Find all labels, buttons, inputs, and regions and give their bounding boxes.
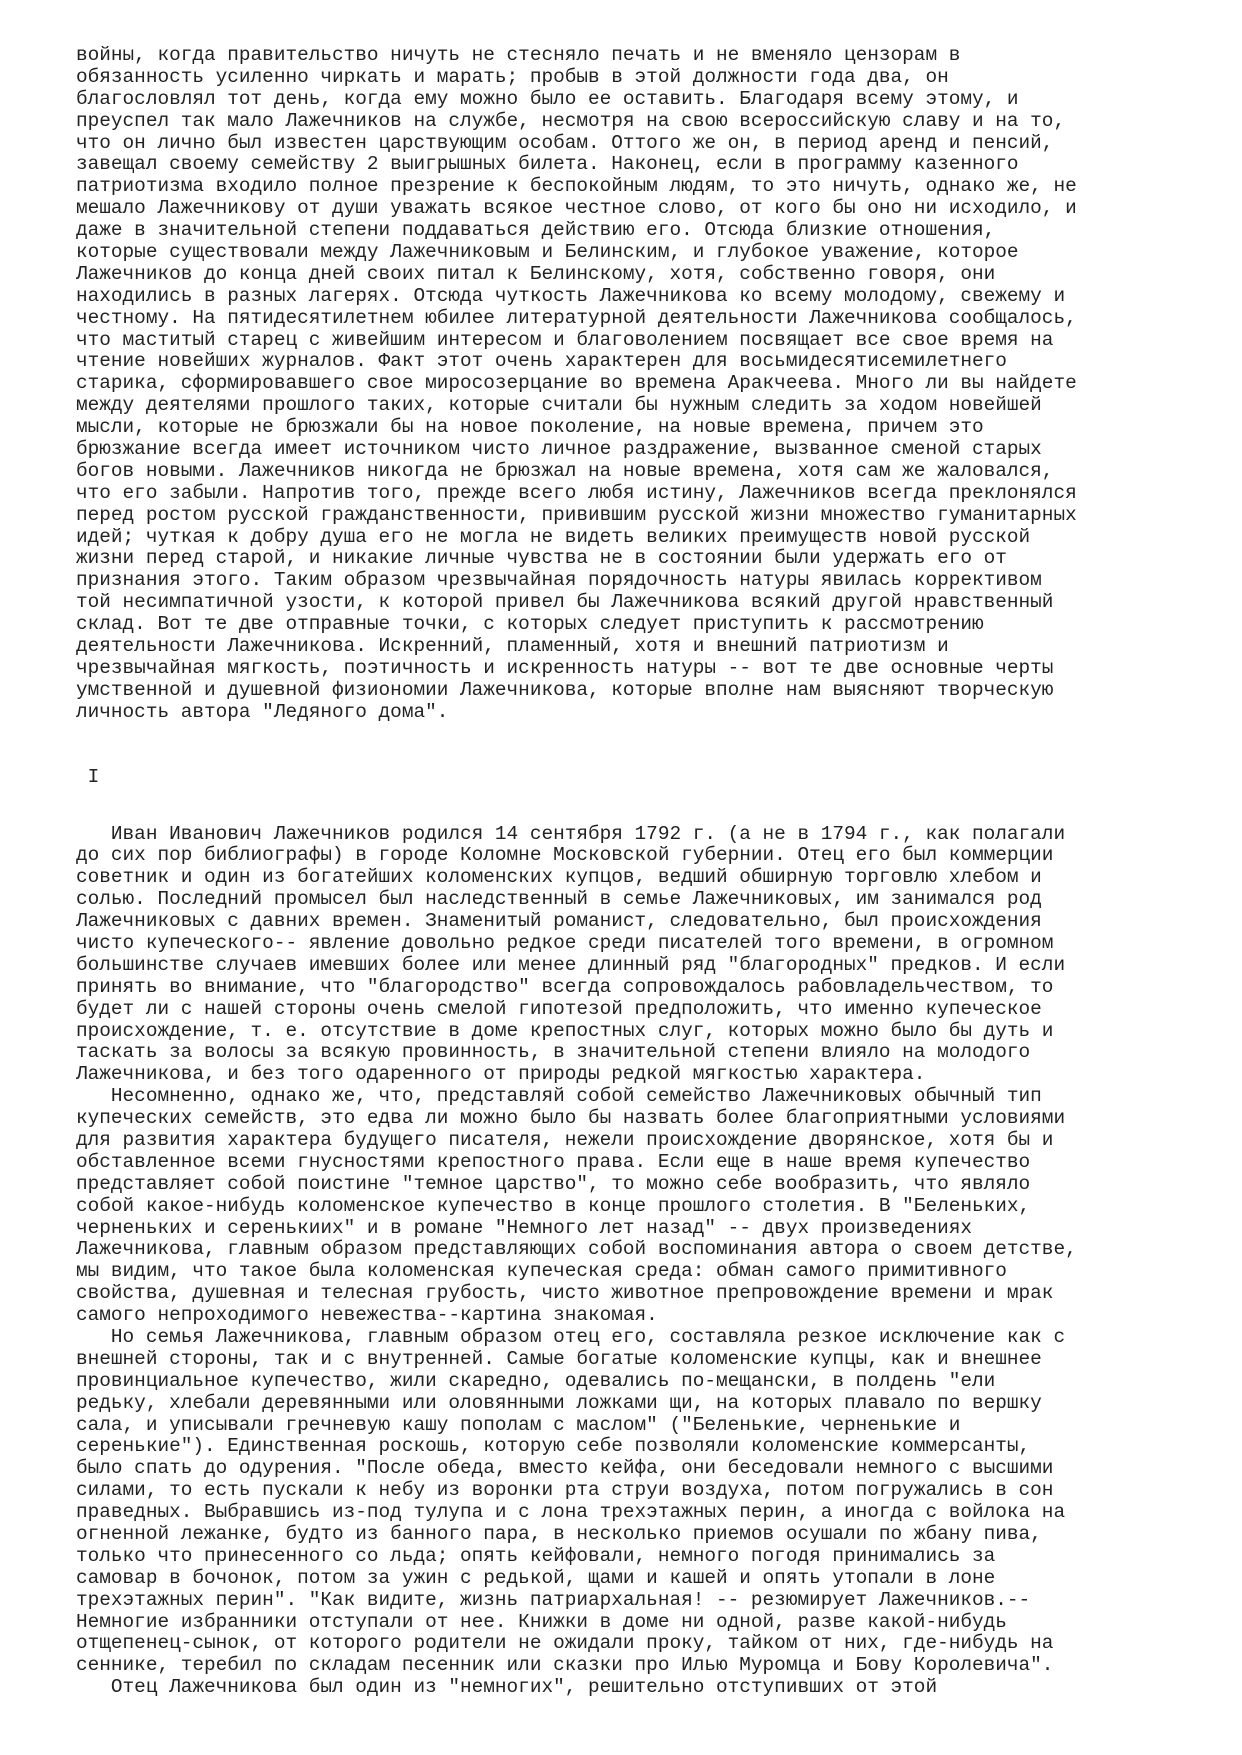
text-line: трехэтажных перин". "Как видите, жизнь патриархальная! -- резюмирует Лажечников.--	[76, 1588, 1031, 1611]
text-line: мы видим, что такое была коломенская купеческая среда: обман самого примитивного	[76, 1260, 1007, 1283]
text-line: Немногие избранники отступали от нее. Книжки в доме ни одной, разве какой-нибудь	[76, 1610, 1007, 1633]
text-line: черненьких и серенькиих" и в романе "Немного лет назад" -- двух произведениях	[76, 1216, 972, 1239]
text-line: признания этого. Таким образом чрезвычайная порядочность натуры явилась коррективом	[76, 569, 1042, 592]
text-line: мешало Лажечникову от души уважать всякое честное слово, от кого бы оно ни исходило, и	[76, 197, 1077, 220]
text-line: происхождение, т. е. отсутствие в доме крепостных слуг, которых можно было бы дуть и	[76, 1019, 1054, 1042]
text-line: праведных. Выбравшись из-под тулупа и с лона трехэтажных перин, а иногда с войлока на	[76, 1501, 1066, 1524]
intro-paragraph	[76, 45, 1196, 724]
text-line: обставленное всеми гнусностями крепостного права. Если еще в наше время купечество	[76, 1150, 1031, 1173]
text-line: честному. На пятидесятилетнем юбилее литературной деятельности Лажечникова сообщалось,	[76, 306, 1077, 329]
text-line: даже в значительной степени поддаваться действию его. Отсюда близкие отношения,	[76, 219, 996, 242]
text-line: огненной лежанке, будто из банного пара, в несколько приемов осушали по жбану пива,	[76, 1523, 1042, 1545]
text-line: находились в разных лагерях. Отсюда чуткость Лажечникова ко всему молодому, свежему и	[76, 284, 1066, 307]
text-line: редьку, хлебали деревянными или оловянными ложками щи, на которых плавало по вершку	[76, 1391, 1042, 1414]
text-line: будет ли с нашей стороны очень смелой гипотезой предположить, что именно купеческое	[76, 997, 1042, 1020]
text-line: солью. Последний промысел был наследственный в семье Лажечниковых, им занимался род	[76, 888, 1042, 911]
text-line: принять во внимание, что "благородство" всегда сопровождалось рабовладельчеством, то	[76, 975, 1054, 998]
text-line: что маститый старец с живейшим интересом и благоволением посвящает все свое время на	[76, 328, 1054, 351]
text-line: свойства, душевная и телесная грубость, чисто животное препровождение времени и мрак	[76, 1282, 1054, 1305]
text-line: старика, сформировавшего свое миросозерцание во времена Аракчеева. Много ли вы найдете	[76, 372, 1077, 395]
text-line: Несомненно, однако же, что, представляй собой семейство Лажечниковых обычный тип	[76, 1085, 1042, 1108]
text-line: купеческих семейств, это едва ли можно было бы назвать более благоприятными условиями	[76, 1107, 1066, 1130]
text-line: советник и один из богатейших коломенских купцов, ведший обширную торговлю хлебом и	[76, 866, 1042, 889]
text-line: для развития характера будущего писателя, нежели происхождение дворянское, хотя бы и	[76, 1128, 1054, 1151]
text-line: внешней стороны, так и с внутренней. Самые богатые коломенские купцы, как и внешнее	[76, 1347, 1042, 1370]
text-line: личность автора "Ледяного дома".	[76, 700, 449, 723]
text-line: чисто купеческого-- явление довольно редкое среди писателей того времени, в огромном	[76, 931, 1054, 954]
text-line: завещал своему семейству 2 выигрышных билета. Наконец, если в программу казенного	[76, 153, 1019, 176]
section-heading: I	[76, 765, 100, 788]
text-line: провинциальное купечество, жили скаредно, одевались по-мещански, в полдень "ели	[76, 1369, 996, 1392]
text-line: что он лично был известен царствующим особам. Оттого же он, в период аренд и пенсий,	[76, 131, 1054, 154]
text-line: собой какое-нибудь коломенское купечество в конце прошлого столетия. В "Беленьких,	[76, 1194, 1031, 1217]
text-line: Лажечниковых с давних времен. Знаменитый романист, следовательно, был происхождения	[76, 910, 1042, 933]
text-line: чрезвычайная мягкость, поэтичность и искренность натуры -- вот те две основные черты	[76, 656, 1054, 679]
text-line: большинстве случаев имевших более или менее длинный ряд "благородных" предков. И если	[76, 953, 1066, 976]
text-line: той несимпатичной узости, к которой привел бы Лажечникова всякий другой нравственный	[76, 591, 1054, 614]
text-line: чтение новейших журналов. Факт этот очень характерен для восьмидесятисемилетнего	[76, 350, 1007, 373]
text-line: Иван Иванович Лажечников родился 14 сентября 1792 г. (а не в 1794 г., как полагали	[76, 822, 1066, 845]
text-line: что его забыли. Напротив того, прежде всего любя истину, Лажечников всегда преклонялся	[76, 481, 1077, 504]
text-line: жизни перед старой, и никакие личные чувства не в состоянии были удержать его от	[76, 547, 1007, 570]
text-line: склад. Вот те две отправные точки, с которых следует приступить к рассмотрению	[76, 613, 984, 636]
text-line: богов новыми. Лажечников никогда не брюзжал на новые времена, хотя сам же жаловался,	[76, 459, 1054, 482]
text-line: перед ростом русской гражданственности, привившим русской жизни множество гуманитарных	[76, 503, 1077, 526]
text-line: было спать до одурения. "После обеда, вместо кейфа, они беседовали немного с высшими	[76, 1457, 1054, 1480]
text-line: таскать за волосы за всякую провинность, в значительной степени влияло на молодого	[76, 1041, 1031, 1064]
text-line: Лажечников до конца дней своих питал к Белинскому, хотя, собственно говоря, они	[76, 262, 996, 285]
document-page	[76, 45, 1196, 1699]
spacer	[76, 789, 1196, 824]
text-line: благословлял тот день, когда ему можно было ее оставить. Благодаря всему этому, и	[76, 87, 1019, 110]
text-line: войны, когда правительство ничуть не стесняло печать и не вменяло цензорам в	[76, 44, 961, 66]
text-line: серенькие"). Единственная роскошь, которую себе позволяли коломенские коммерсанты,	[76, 1435, 1031, 1458]
text-line: обязанность усиленно чиркать и марать; пробыв в этой должности года два, он	[76, 65, 949, 88]
text-line: силами, то есть пускали к небу из воронки рта струи воздуха, потом погружались в сон	[76, 1479, 1054, 1502]
spacer	[76, 724, 1196, 767]
text-line: Но семья Лажечникова, главным образом отец его, составляла резкое исключение как с	[76, 1325, 1066, 1348]
text-line: самого непроходимого невежества--картина знакомая.	[76, 1304, 658, 1327]
text-line: между деятелями прошлого таких, которые считали бы нужным следить за ходом новейшей	[76, 394, 1042, 417]
text-line: преуспел так мало Лажечников на службе, несмотря на свою всероссийскую славу и на то,	[76, 109, 1066, 132]
text-line: сеннике, теребил по складам песенник или сказки про Илью Муромца и Бову Королевича".	[76, 1654, 1054, 1677]
text-line: деятельности Лажечникова. Искренний, пламенный, хотя и внешний патриотизм и	[76, 635, 949, 658]
text-line: отщепенец-сынок, от которого родители не ожидали проку, тайком от них, где-нибудь на	[76, 1632, 1054, 1655]
text-line: Лажечникова, главным образом представляющих собой воспоминания автора о своем детстве,	[76, 1238, 1077, 1261]
text-line: представляет собой поистине "темное царство", то можно себе вообразить, что являло	[76, 1172, 1031, 1195]
text-line: брюзжание всегда имеет источником чисто личное раздражение, вызванное сменой старых	[76, 438, 1042, 461]
text-line: патриотизма входило полное презрение к беспокойным людям, то это ничуть, однако же, не	[76, 175, 1077, 198]
chapter-body	[76, 824, 1196, 1700]
text-line: Лажечникова, и без того одаренного от природы редкой мягкостью характера.	[76, 1063, 926, 1086]
text-line: только что принесенного со льда; опять кейфовали, немного погодя принимались за	[76, 1544, 996, 1567]
text-line: сала, и уписывали гречневую кашу пополам с маслом" ("Беленькие, черненькие и	[76, 1413, 961, 1436]
text-line: до сих пор библиографы) в городе Коломне Московской губернии. Отец его был коммерции	[76, 844, 1054, 867]
text-line: умственной и душевной физиономии Лажечникова, которые вполне нам выясняют творческую	[76, 678, 1054, 701]
text-line: которые существовали между Лажечниковым и Белинским, и глубокое уважение, которое	[76, 241, 1019, 264]
text-line: мысли, которые не брюзжали бы на новое поколение, на новые времена, причем это	[76, 416, 984, 439]
text-line: Отец Лажечникова был один из "немногих", решительно отступивших от этой	[76, 1676, 938, 1699]
text-line: самовар в бочонок, потом за ужин с редькой, щами и кашей и опять утопали в лоне	[76, 1566, 996, 1589]
text-line: идей; чуткая к добру душа его не могла не видеть великих преимуществ новой русской	[76, 525, 1031, 548]
